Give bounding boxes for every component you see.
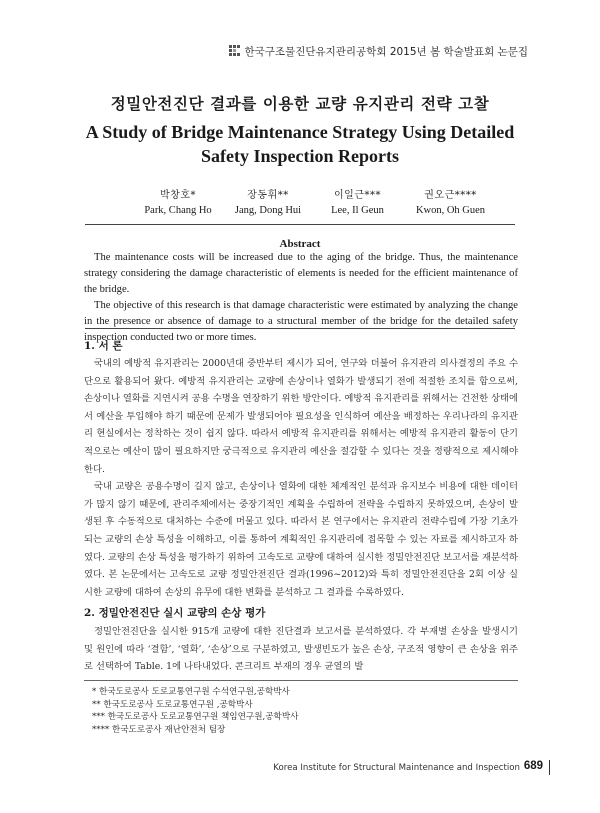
paper-title-english-line2: Safety Inspection Reports (201, 146, 399, 166)
author-name-korean: 이일근*** (334, 190, 381, 201)
author-name-korean: 권오근**** (424, 190, 477, 201)
proceedings-header (0, 44, 528, 59)
page-footer (0, 760, 600, 776)
society-logo-icon (229, 45, 240, 56)
abstract-heading: Abstract (279, 238, 321, 250)
footer-separator (549, 760, 550, 775)
paper-title-korean: 정밀안전진단 결과를 이용한 교량 유지관리 전략 고찰 (110, 94, 490, 113)
author-3 (310, 186, 405, 216)
footer-organization: Korea Institute for Structural Maintenance and Inspection (273, 763, 520, 773)
author-name-english: Jang, Dong Hui (234, 205, 302, 216)
abstract-body (84, 250, 518, 346)
author-2 (218, 186, 318, 216)
section-body-introduction (84, 355, 518, 601)
footnote: **** 한국도로공사 재난안전처 팀장 (92, 724, 226, 735)
author-name-korean: 박창호* (160, 190, 196, 201)
footnote-divider (84, 680, 518, 681)
author-affiliations (92, 686, 298, 736)
footnote: * 한국도로공사 도로교통연구원 수석연구원,공학박사 (92, 687, 290, 697)
author-name-korean: 장동휘** (247, 190, 289, 201)
abstract-divider (85, 328, 515, 329)
author-1 (138, 186, 218, 216)
page-number: 689 (523, 760, 543, 772)
title-divider (85, 224, 515, 225)
section-body-damage-evaluation (84, 623, 518, 675)
section-heading-introduction: 1. 서 론 (84, 340, 123, 352)
paper-title-english (0, 120, 600, 168)
body-paragraph: 국내의 예방적 유지관리는 2000년대 중반부터 제시가 되어, 연구와 더불어 유지관리 의사결정의 주요 수단으로 활용되어 왔다. 예방적 유지관리는 교량에 손상이나 열화가 발생되기 전에 적절한 조치를 함으로써, 손상이나 열화를 지연시켜 공용 수명을 연장하기 위한 방안이다. 예방적 유지관리를 위해서는 건전한 상태에서 예산을 투입해야 하기 때문에 문제가 발생되어야 필요성을 인식하여 예산을 배정하는 우리나라의 유지관리 현실에서는 정착하는 것이 쉽지 않다. 따라서 예방적 유지관리를 위해서는 예방적 유지관리 활동이 단기적으로는 예산이 많이 필요하지만 궁극적으로 유지관리 예산을 절감할 수 있다는 것을 정량적으로 제시해야 한다. (84, 358, 518, 475)
footnote: ** 한국도로공사 도로교통연구원 ,공학박사 (92, 699, 253, 710)
abstract-paragraph: The maintenance costs will be increased due to the aging of the bridge. Thus, the maintenance strategy considering the damage characteristic of elements is needed for the efficient maintenance of the bridge. (84, 252, 518, 295)
section-heading-damage-evaluation: 2. 정밀안전진단 실시 교량의 손상 평가 (84, 607, 266, 619)
author-list (0, 186, 600, 220)
author-name-english: Kwon, Oh Guen (415, 205, 486, 216)
author-name-english: Lee, Il Geun (331, 205, 384, 216)
author-4 (408, 186, 493, 216)
paper-title-english-line1: A Study of Bridge Maintenance Strategy Using Detailed (85, 122, 515, 142)
author-name-english: Park, Chang Ho (144, 205, 212, 216)
footnote: *** 한국도로공사 도로교통연구원 책임연구원,공학박사 (92, 712, 299, 722)
proceedings-title: 한국구조물진단유지관리공학회 2015년 봄 학술발표회 논문집 (244, 46, 528, 58)
abstract-paragraph: The objective of this research is that damage characteristic were estimated by analyzing the change in the presence or absence of damage to a structural member of the bridge for the detailed safety inspection conducted two or more times. (84, 300, 518, 343)
body-paragraph: 국내 교량은 공용수명이 길지 않고, 손상이나 열화에 대한 체계적인 분석과 유지보수 비용에 대한 데이터가 많지 않기 때문에, 관리주체에서는 중장기적인 계획을 수립하여 전략을 수립하지 못하였으며, 손상이 발생된 후 수동적으로 대처하는 수준에 머물고 있다. 따라서 본 연구에서는 유지관리 전략수립에 가장 기초가 되는 교량의 손상 특성을 이해하고, 이를 통하여 계획적인 유지관리에 접목할 수 있는 자료를 제시하고자 하였다. 교량의 손상 특성을 평가하기 위하여 고속도로 교량에 대하여 실시한 정밀안전진단 보고서를 재분석하였다. 본 논문에서는 고속도로 교량 정밀안전진단 결과(1996~2012)와 특히 정밀안전진단을 2회 이상 실시한 교량에 대하여 손상의 유무에 대한 변화를 분석하고 그 결과를 수록하였다. (84, 481, 518, 598)
body-paragraph: 정밀안전진단을 실시한 915개 교량에 대한 진단결과 보고서를 분석하였다. 각 부재별 손상을 발생시기 및 원인에 따라 ‘결함’, ‘열화’, ‘손상’으로 구분하였고, 발생빈도가 높은 손상, 구조적 영향이 큰 손상을 위주로 선택하여 Table. 1에 나타내었다. 콘크리트 부재의 경우 균열의 발 (84, 626, 518, 673)
